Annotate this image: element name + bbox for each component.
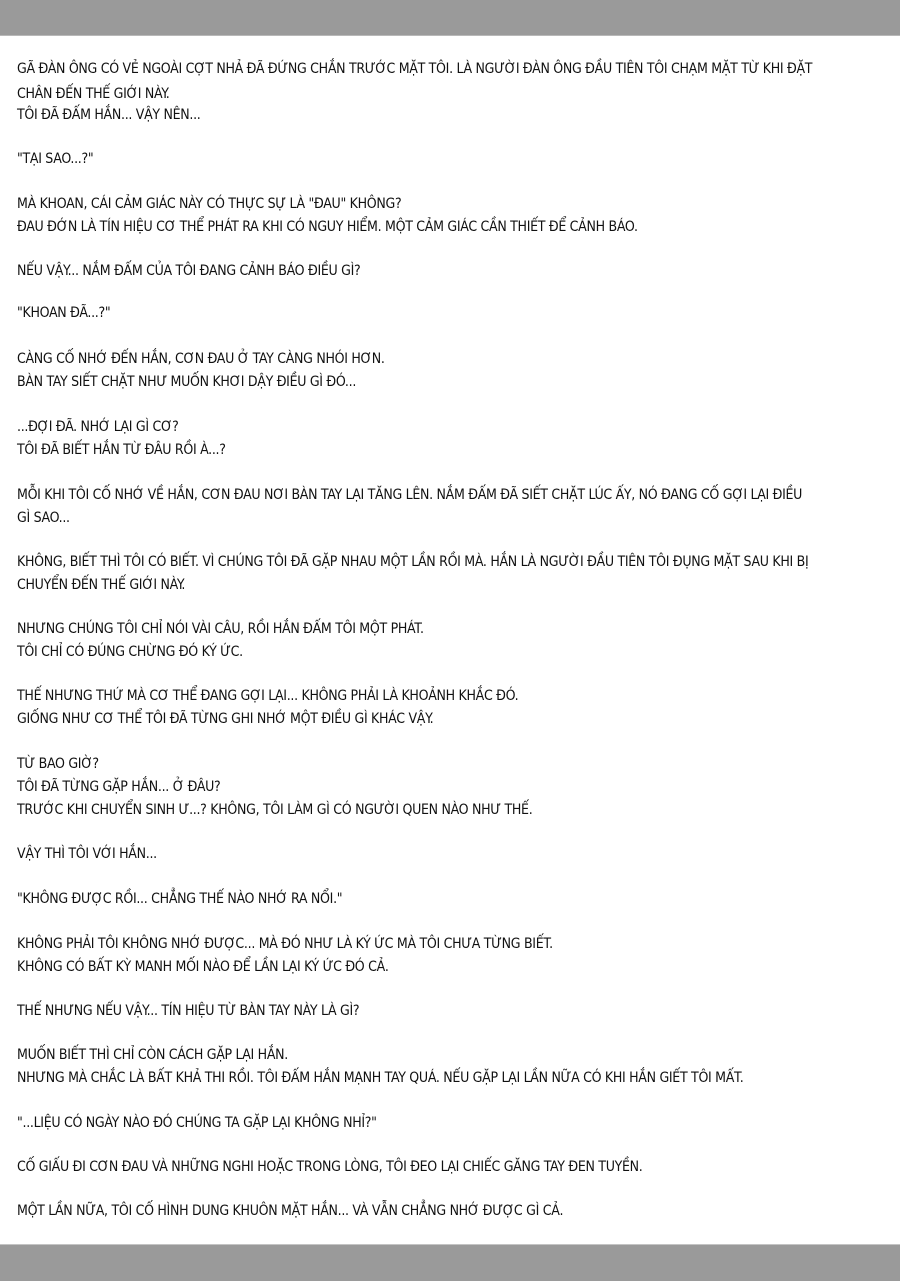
text-line: CÀNG CỐ NHỚ ĐẾN HẮN, CƠN ĐAU Ở TAY CÀNG NHÓI HƠN. (17, 351, 385, 367)
text-line: VẬY THÌ TÔI VỚI HẮN... (17, 846, 157, 862)
text-line: CHUYỂN ĐẾN THẾ GIỚI NÀY. (17, 577, 186, 593)
text-line: NẾU VẬY... NẮM ĐẤM CỦA TÔI ĐANG CẢNH BÁO ĐIỀU GÌ? (17, 263, 361, 279)
text-line: ...ĐỢI ĐÃ. NHỚ LẠI GÌ CƠ? (17, 419, 179, 435)
text-line: KHÔNG, BIẾT THÌ TÔI CÓ BIẾT. VÌ CHÚNG TÔI ĐÃ GẶP NHAU MỘT LẦN RỒI MÀ. HẮN LÀ NGƯỜI ĐẦU TIÊN TÔI ĐỤNG MẶT SAU KHI BỊ (17, 554, 809, 570)
text-line: BÀN TAY SIẾT CHẶT NHƯ MUỐN KHƠI DẬY ĐIỀU GÌ ĐÓ... (17, 374, 357, 390)
text-line: CỐ GIẤU ĐI CƠN ĐAU VÀ NHỮNG NGHI HOẶC TRONG LÒNG, TÔI ĐEO LẠI CHIẾC GĂNG TAY ĐEN TUYỀN. (17, 1159, 643, 1175)
text-line: MÀ KHOAN, CÁI CẢM GIÁC NÀY CÓ THỰC SỰ LÀ "ĐAU" KHÔNG? (17, 196, 402, 212)
text-line: NHƯNG MÀ CHẮC LÀ BẤT KHẢ THI RỒI. TÔI ĐẤM HẮN MẠNH TAY QUÁ. NẾU GẶP LẠI LẦN NỮA CÓ KHI HẮN GIẾT TÔI MẤT. (17, 1070, 744, 1086)
text-line: TRƯỚC KHI CHUYỂN SINH Ư...? KHÔNG, TÔI LÀM GÌ CÓ NGƯỜI QUEN NÀO NHƯ THẾ. (17, 802, 533, 818)
text-line: MỘT LẦN NỮA, TÔI CỐ HÌNH DUNG KHUÔN MẶT HẮN... VÀ VẪN CHẲNG NHỚ ĐƯỢC GÌ CẢ. (17, 1203, 564, 1219)
text-line: CHÂN ĐẾN THẾ GIỚI NÀY. (17, 86, 170, 102)
text-line: THẾ NHƯNG NẾU VẬY... TÍN HIỆU TỪ BÀN TAY NÀY LÀ GÌ? (17, 1003, 360, 1019)
dialogue-line: "...LIỆU CÓ NGÀY NÀO ĐÓ CHÚNG TA GẶP LẠI KHÔNG NHỈ?" (17, 1115, 377, 1131)
bottom-gray-bar (0, 1244, 900, 1281)
text-line: KHÔNG PHẢI TÔI KHÔNG NHỚ ĐƯỢC... MÀ ĐÓ NHƯ LÀ KÝ ỨC MÀ TÔI CHƯA TỪNG BIẾT. (17, 936, 553, 952)
text-line: TÔI ĐÃ TỪNG GẶP HẮN... Ở ĐÂU? (17, 779, 221, 795)
text-line: ĐAU ĐỚN LÀ TÍN HIỆU CƠ THỂ PHÁT RA KHI CÓ NGUY HIỂM. MỘT CẢM GIÁC CẦN THIẾT ĐỂ CẢNH BÁO. (17, 219, 638, 235)
text-line: GÌ SAO... (17, 510, 70, 526)
text-line: MỖI KHI TÔI CỐ NHỚ VỀ HẮN, CƠN ĐAU NƠI BÀN TAY LẠI TĂNG LÊN. NẮM ĐẤM ĐÃ SIẾT CHẶT LÚC ẤY, NÓ ĐANG CỐ GỢI LẠI ĐIỀU (17, 487, 803, 503)
text-line: KHÔNG CÓ BẤT KỲ MANH MỐI NÀO ĐỂ LẦN LẠI KÝ ỨC ĐÓ CẢ. (17, 959, 389, 975)
text-line: NHƯNG CHÚNG TÔI CHỈ NÓI VÀI CÂU, RỒI HẮN ĐẤM TÔI MỘT PHÁT. (17, 621, 424, 637)
text-line: MUỐN BIẾT THÌ CHỈ CÒN CÁCH GẶP LẠI HẮN. (17, 1047, 288, 1063)
dialogue-line: "KHOAN ĐÃ...?" (17, 305, 111, 321)
text-line: THẾ NHƯNG THỨ MÀ CƠ THỂ ĐANG GỢI LẠI... KHÔNG PHẢI LÀ KHOẢNH KHẮC ĐÓ. (17, 688, 519, 704)
dialogue-line: "KHÔNG ĐƯỢC RỒI... CHẲNG THẾ NÀO NHỚ RA NỔI." (17, 891, 343, 907)
top-gray-bar (0, 0, 900, 36)
text-line: GÃ ĐÀN ÔNG CÓ VẺ NGOÀI CỢT NHẢ ĐÃ ĐỨNG CHẮN TRƯỚC MẶT TÔI. LÀ NGƯỜI ĐÀN ÔNG ĐẦU TIÊN TÔI CHẠM MẶT TỪ KHI ĐẶT (17, 61, 813, 77)
text-line: TÔI ĐÃ ĐẤM HẮN... VẬY NÊN... (17, 107, 201, 123)
text-line: TỪ BAO GIỜ? (17, 756, 99, 772)
text-line: GIỐNG NHƯ CƠ THỂ TÔI ĐÃ TỪNG GHI NHỚ MỘT ĐIỀU GÌ KHÁC VẬY. (17, 711, 434, 727)
text-line: TÔI CHỈ CÓ ĐÚNG CHỪNG ĐÓ KÝ ỨC. (17, 644, 243, 660)
dialogue-line: "TẠI SAO...?" (17, 151, 94, 167)
text-line: TÔI ĐÃ BIẾT HẮN TỪ ĐÂU RỒI À...? (17, 442, 226, 458)
